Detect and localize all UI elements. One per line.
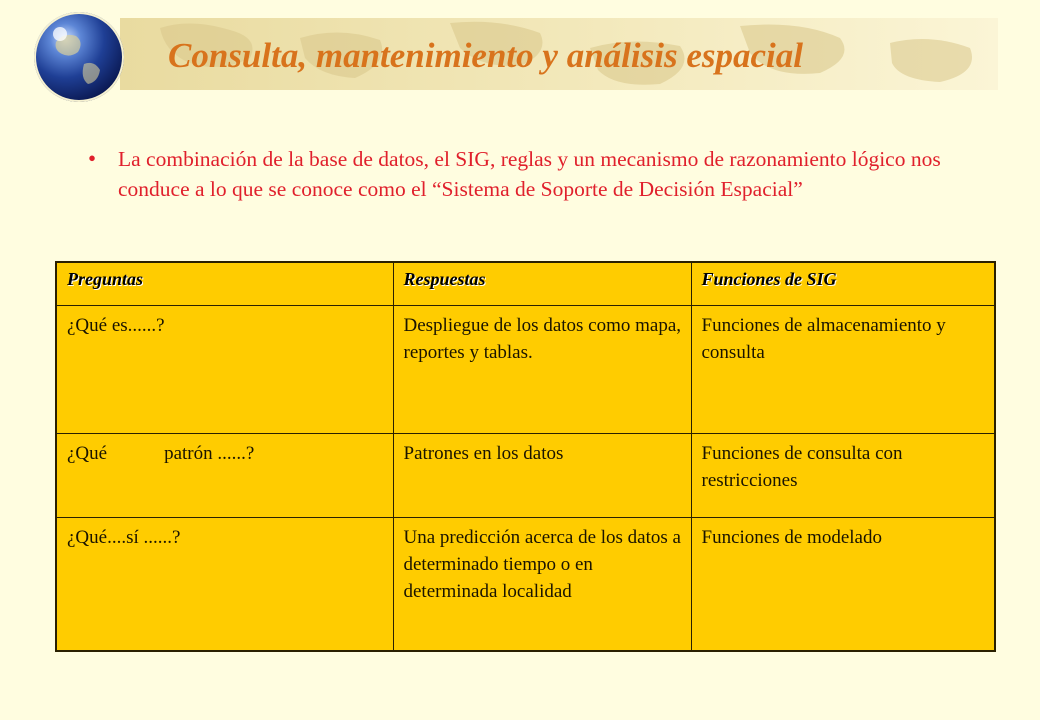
table-row [56, 518, 995, 651]
cell-funcion: Funciones de modelado [691, 518, 995, 651]
bullet-text: La combinación de la base de datos, el SIG, reglas y un mecanismo de razonamiento lógico nos conduce a lo que se conoce como el “Sistema de Soporte de Decisión Espacial” [118, 147, 941, 201]
header-funciones: Funciones de SIG [691, 262, 995, 306]
cell-respuesta: Patrones en los datos [393, 434, 691, 518]
bullet-marker: • [88, 146, 97, 171]
cell-funcion: Funciones de almacenamiento y consulta [691, 306, 995, 434]
globe-icon [34, 12, 124, 102]
header-preguntas: Preguntas [56, 262, 393, 306]
cell-respuesta: Despliegue de los datos como mapa, reportes y tablas. [393, 306, 691, 434]
table-row [56, 306, 995, 434]
slide-title: Consulta, mantenimiento y análisis espacial [168, 36, 803, 75]
table-header-row [56, 262, 995, 306]
cell-funcion: Funciones de consulta con restricciones [691, 434, 995, 518]
cell-pregunta: ¿Qué....sí ......? [56, 518, 393, 651]
header-respuestas: Respuestas [393, 262, 691, 306]
cell-pregunta: ¿Qué patrón ......? [56, 434, 393, 518]
sig-functions-table [55, 261, 996, 652]
cell-respuesta: Una predicción acerca de los datos a determinado tiempo o en determinada localidad [393, 518, 691, 651]
cell-pregunta: ¿Qué es......? [56, 306, 393, 434]
table-row [56, 434, 995, 518]
